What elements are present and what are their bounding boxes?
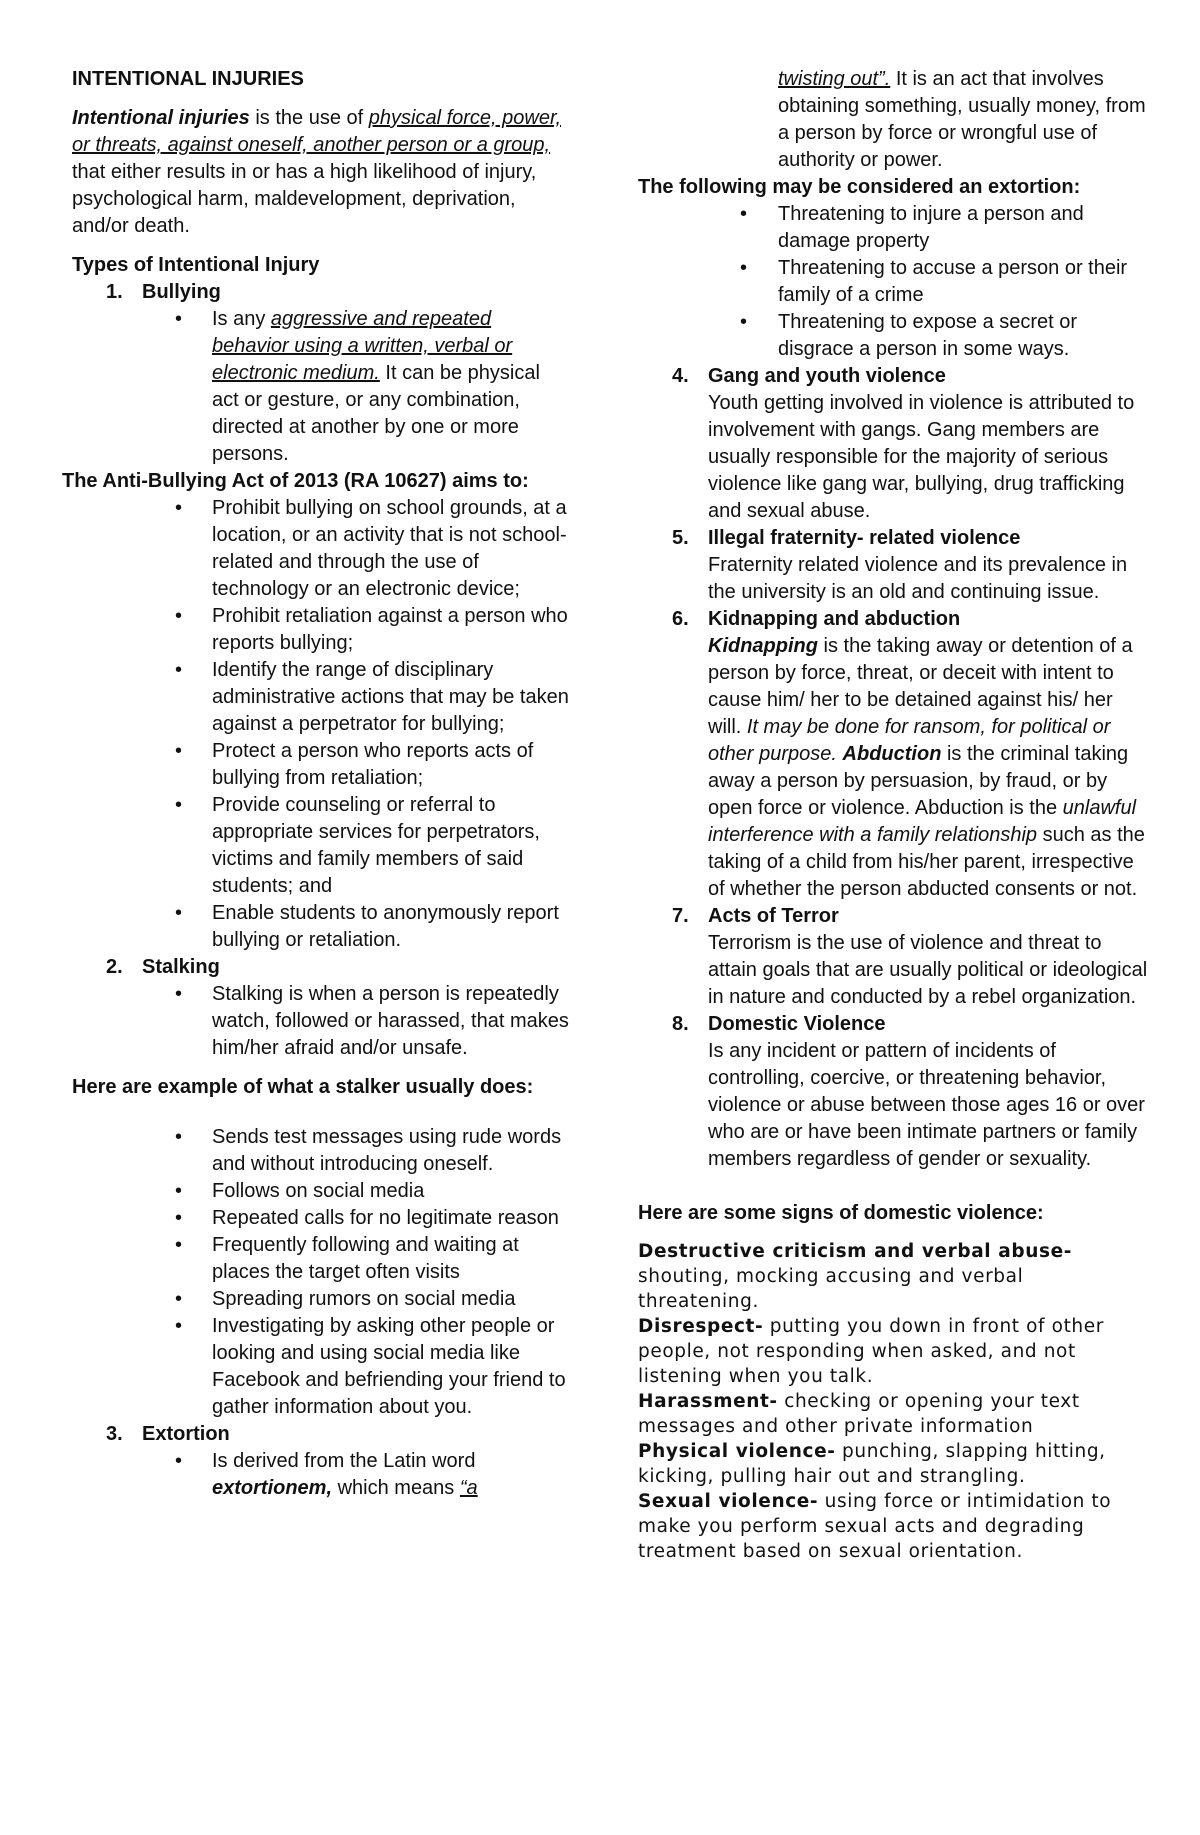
type-item-extortion: [72, 1421, 572, 1448]
type-text: Terrorism is the use of violence and threat to attain goals that are usually political or ideological in nature and conducted by a rebel organization.: [708, 932, 1148, 1008]
stalking-definition: • Stalking is when a person is repeatedly watch, followed or harassed, that makes him/her afraid and/or unsafe.: [72, 981, 572, 1062]
intro-text-1: is the use of: [249, 107, 369, 129]
types-list-part2: [72, 954, 572, 981]
list-item: • Investigating by asking other people or looking and using social media like Facebook and befriending your friend to gather information about you.: [72, 1313, 572, 1421]
left-column: [62, 66, 572, 1502]
sign-item: [638, 1389, 1148, 1439]
type-number: 4.: [672, 365, 689, 387]
stalker-list: [72, 1124, 572, 1421]
list-item: • Prohibit retaliation against a person who reports bullying;: [72, 603, 572, 657]
signs-heading: Here are some signs of domestic violence:: [638, 1202, 1044, 1224]
type-number: 7.: [672, 905, 689, 927]
bullying-def-pre: Is any: [212, 308, 271, 330]
stalker-heading: Here are example of what a stalker usually does:: [72, 1076, 534, 1098]
sign-item: [638, 1314, 1148, 1389]
types-heading: Types of Intentional Injury: [72, 254, 320, 276]
sign-label: Sexual violence-: [638, 1491, 819, 1512]
abduction-italic: unlawful interference with a family relationship: [708, 797, 1137, 846]
type-title: Extortion: [142, 1423, 230, 1445]
extortion-def-pre: Is derived from the Latin word: [212, 1450, 476, 1472]
list-item: • Threatening to injure a person and damage property: [638, 201, 1148, 255]
extortion-def-mid: which means: [332, 1477, 460, 1499]
abduction-term: Abduction: [842, 743, 942, 765]
kidnapping-term: Kidnapping: [708, 635, 818, 657]
extortion-quote-start: “a: [459, 1477, 478, 1499]
signs-list: [638, 1239, 1148, 1564]
antibullying-heading: The Anti-Bullying Act of 2013 (RA 10627) aims to:: [62, 470, 529, 492]
intro-term: Intentional injuries: [72, 107, 250, 129]
type-item-bullying: [72, 279, 572, 306]
extortion-latin-word: extortionem,: [212, 1477, 333, 1499]
sign-item: [638, 1439, 1148, 1489]
sign-text: punching, slapping hitting, kicking, pulling hair out and strangling.: [638, 1441, 1106, 1487]
type-item-fraternity: [638, 525, 1148, 606]
sign-text: putting you down in front of other people, not responding when asked, and not listening when you talk.: [638, 1316, 1104, 1387]
sign-item: [638, 1489, 1148, 1564]
sign-text: using force or intimidation to make you perform sexual acts and degrading treatment based on sexual orientation.: [638, 1491, 1112, 1562]
list-item: • Provide counseling or referral to appropriate services for perpetrators, victims and family members of said students; and: [72, 792, 572, 900]
bullying-bullets: [72, 306, 572, 468]
type-number: 6.: [672, 608, 689, 630]
list-item: • Prohibit bullying on school grounds, at a location, or an activity that is not school- related and through the use of technology or an electronic device;: [72, 495, 572, 603]
extortion-heading: The following may be considered an extortion:: [638, 176, 1081, 198]
list-item: • Threatening to accuse a person or their family of a crime: [638, 255, 1148, 309]
type-number: 5.: [672, 527, 689, 549]
list-item: • Sends test messages using rude words and without introducing oneself.: [72, 1124, 572, 1178]
type-title: Domestic Violence: [708, 1013, 886, 1035]
antibullying-list: [72, 495, 572, 954]
types-list-part3: [72, 1421, 572, 1448]
sign-label: Disrespect-: [638, 1316, 764, 1337]
extortion-bullets: [72, 1448, 572, 1502]
bullying-def-underlined: aggressive and repeated behavior using a written, verbal or electronic medium.: [212, 308, 513, 384]
type-title: Gang and youth violence: [708, 365, 946, 387]
type-text: Youth getting involved in violence is attributed to involvement with gangs. Gang members are usually responsible for the majority of serious violence like gang war, bullying, drug trafficking and sexual abuse.: [708, 392, 1135, 522]
type-item-terror: [638, 903, 1148, 1011]
sign-text: shouting, mocking accusing and verbal threatening.: [638, 1266, 1024, 1312]
types-list-part4: [638, 363, 1148, 1173]
abduction-post: such as the taking of a child from his/her parent, irrespective of whether the person abducted consents or not.: [708, 824, 1145, 900]
extortion-def-post: It is an act that involves obtaining something, usually money, from a person by force or wrongful use of authority or power.: [778, 68, 1146, 171]
sign-label: Destructive criticism and verbal abuse-: [638, 1241, 1073, 1262]
type-number: 3.: [106, 1423, 123, 1445]
type-title: Stalking: [142, 956, 220, 978]
intro-underlined: physical force, power, or threats, against oneself, another person or a group,: [72, 107, 562, 156]
type-item-kidnapping: [638, 606, 1148, 903]
list-item: • Protect a person who reports acts of bullying from retaliation;: [72, 738, 572, 792]
type-number: 2.: [106, 956, 123, 978]
type-item-domestic: [638, 1011, 1148, 1173]
type-item-gang: [638, 363, 1148, 525]
list-item: • Frequently following and waiting at places the target often visits: [72, 1232, 572, 1286]
list-item: • Spreading rumors on social media: [72, 1286, 572, 1313]
sign-item: [638, 1239, 1148, 1314]
types-list-part1: [72, 279, 572, 306]
sign-text: checking or opening your text messages and other private information: [638, 1391, 1080, 1437]
kidnapping-text: [708, 633, 1148, 903]
kidnapping-italic: It may be done for ransom, for political or other purpose.: [708, 716, 1111, 765]
page-title: INTENTIONAL INJURIES: [72, 68, 304, 90]
list-item: • Follows on social media: [72, 1178, 572, 1205]
list-item: • Identify the range of disciplinary administrative actions that may be taken against a perpetrator for bullying;: [72, 657, 572, 738]
list-item: • Threatening to expose a secret or disgrace a person in some ways.: [638, 309, 1148, 363]
type-number: 1.: [106, 281, 123, 303]
sign-label: Physical violence-: [638, 1441, 836, 1462]
extortion-definition-start: [72, 1448, 572, 1502]
type-number: 8.: [672, 1013, 689, 1035]
intro-text-2: that either results in or has a high likelihood of injury, psychological harm, maldevelopment, deprivation, and/or death.: [72, 161, 537, 237]
type-item-stalking: [72, 954, 572, 981]
kidnapping-def: is the taking away or detention of a person by force, threat, or deceit with intent to cause him/ her to be detained against his/ her will.: [708, 635, 1133, 738]
abduction-def: is the criminal taking away a person by persuasion, by fraud, or by open force or violence. Abduction is the: [708, 743, 1129, 819]
type-text: Is any incident or pattern of incidents of controlling, coercive, or threatening behavior, violence or abuse between those ages 16 or over who are or have been intimate partners or family members regardless of gender or sexuality.: [708, 1040, 1145, 1170]
bullying-definition: [72, 306, 572, 468]
right-column: [638, 66, 1148, 1564]
list-item: • Enable students to anonymously report bullying or retaliation.: [72, 900, 572, 954]
extortion-quote-end: twisting out”.: [778, 68, 891, 90]
type-text: Fraternity related violence and its prevalence in the university is an old and continuing issue.: [708, 554, 1128, 603]
type-title: Illegal fraternity- related violence: [708, 527, 1021, 549]
bullying-def-post: It can be physical act or gesture, or any combination, directed at another by one or more persons.: [212, 362, 540, 465]
list-item: • Repeated calls for no legitimate reason: [72, 1205, 572, 1232]
sign-label: Harassment-: [638, 1391, 778, 1412]
extortion-definition-cont: [638, 66, 1148, 174]
extortion-list: [638, 201, 1148, 363]
type-title: Bullying: [142, 281, 221, 303]
type-title: Acts of Terror: [708, 905, 839, 927]
intro-paragraph: [72, 105, 572, 240]
stalking-bullets: [72, 981, 572, 1062]
type-title: Kidnapping and abduction: [708, 608, 961, 630]
